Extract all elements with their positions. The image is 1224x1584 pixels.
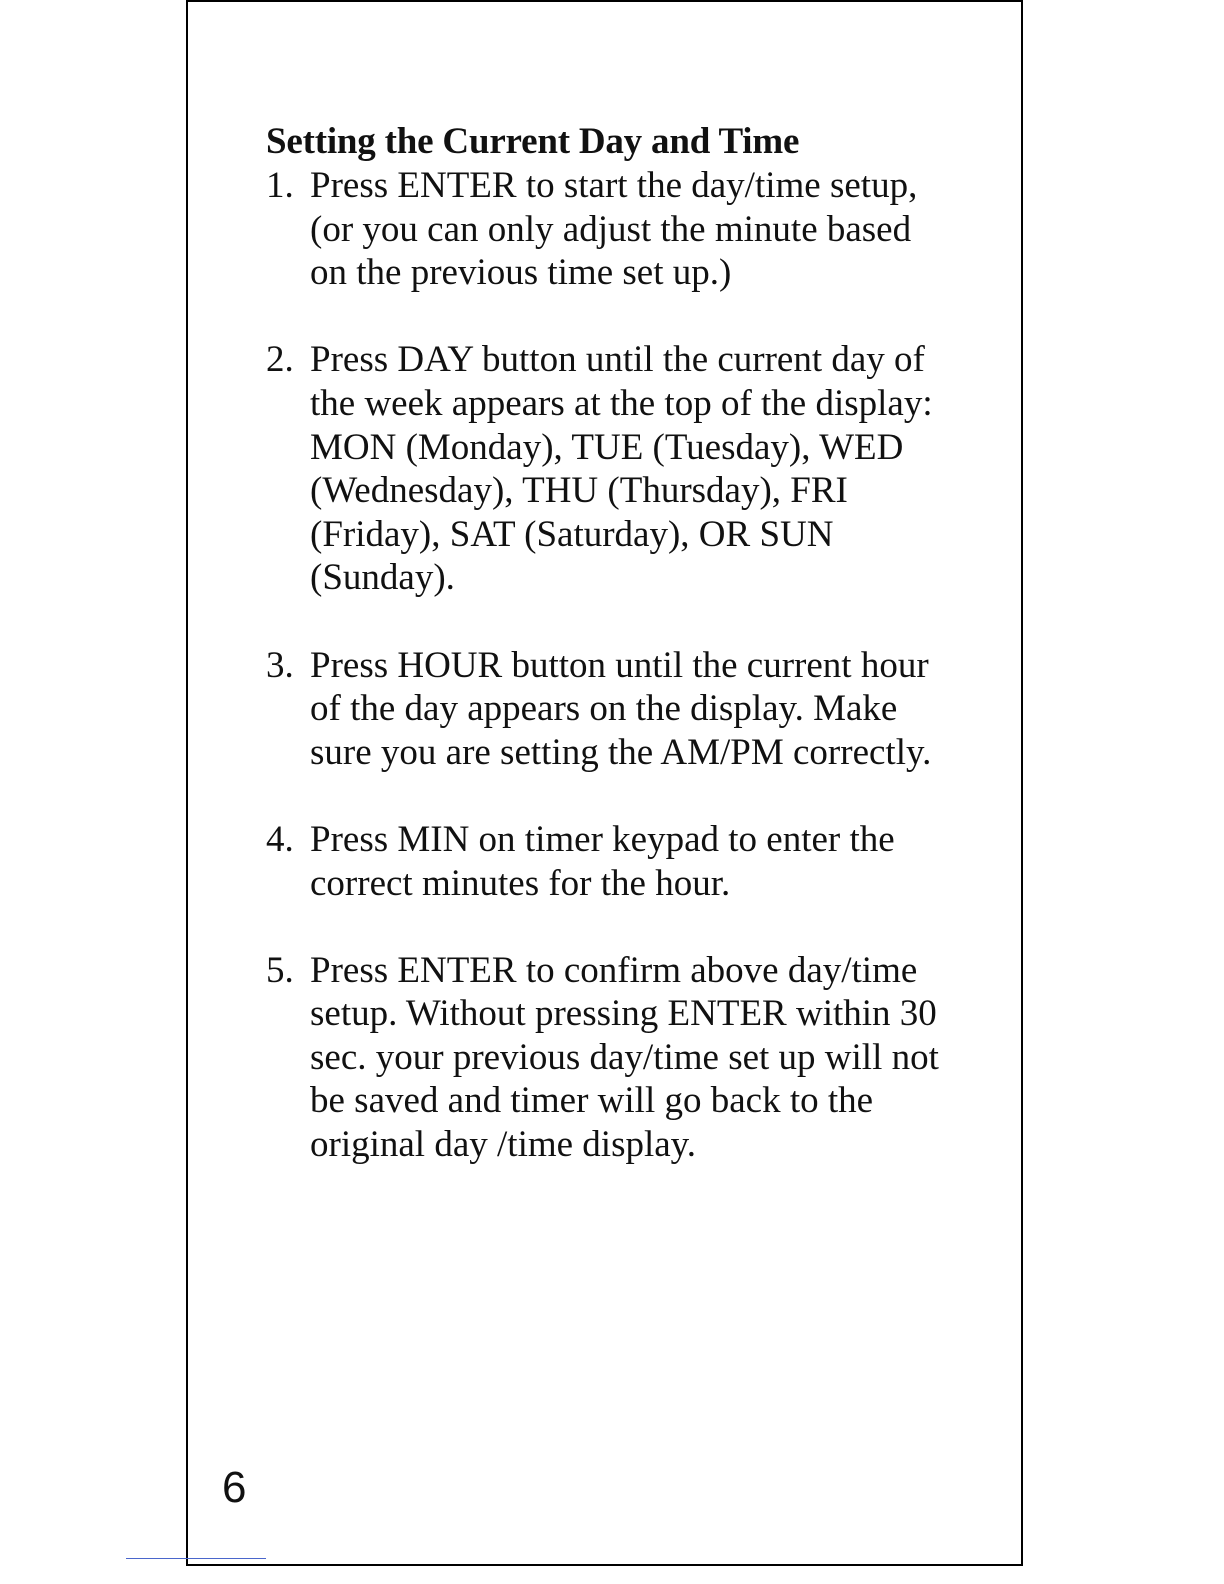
step-item bbox=[266, 644, 966, 775]
step-text: Press HOUR button until the current hour of the day appears on the display. Make sure you are setting the AM/PM correctly. bbox=[310, 644, 932, 773]
step-number: 4. bbox=[266, 818, 294, 860]
step-item bbox=[266, 338, 966, 600]
step-number: 2. bbox=[266, 339, 294, 381]
page-number: 6 bbox=[222, 1463, 247, 1512]
section-title: Setting the Current Day and Time bbox=[266, 121, 800, 162]
step-item bbox=[266, 949, 966, 1167]
step-number: 1. bbox=[266, 165, 294, 206]
step-number: 3. bbox=[266, 644, 294, 686]
step-text: Press ENTER to confirm above day/time setup. Without pressing ENTER within 30 sec. your previous day/time set up will not be saved and timer will go back to the original day /time display. bbox=[310, 949, 939, 1166]
step-text: Press MIN on timer keypad to enter the correct minutes for the hour. bbox=[310, 818, 895, 904]
step-text: Press DAY button until the current day of the week appears at the top of the display: MON (Monday), TUE (Tuesday), WED (Wednesday), THU (Thursday), FRI (Friday), SAT (Saturday), OR SUN (Sunday). bbox=[310, 339, 933, 599]
step-item bbox=[266, 164, 966, 295]
step-number: 5. bbox=[266, 949, 294, 991]
step-text: Press ENTER to start the day/time setup, (or you can only adjust the minute based on the previous time set up.) bbox=[310, 165, 918, 294]
steps-list bbox=[266, 164, 966, 1167]
step-item bbox=[266, 818, 966, 905]
page-content bbox=[266, 120, 966, 1210]
footer-rule bbox=[126, 1558, 266, 1559]
